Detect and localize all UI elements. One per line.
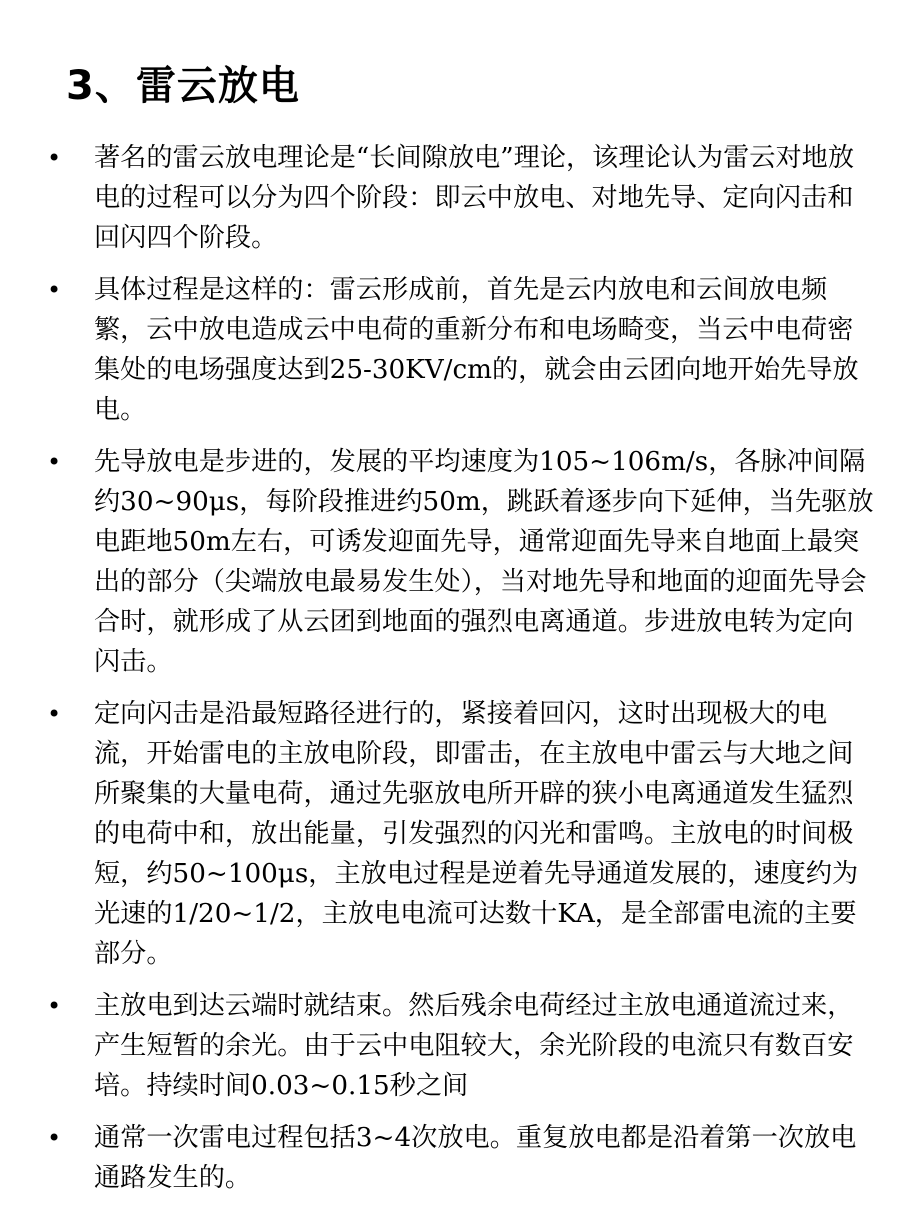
bullet-dot-icon: • [47,144,62,172]
list-item-text: 具体过程是这样的：雷云形成前，首先是云内放电和云间放电频繁，云中放电造成云中电荷的重新分布和电场畸变，当云中电荷密集处的电场强度达到25-30KV/cm的，就会由云团向地开始先导放电。 [94,275,859,425]
bullet-dot-icon: • [47,276,62,304]
bullet-dot-icon: • [47,700,62,728]
list-item-text: 通常一次雷电过程包括3~4次放电。重复放电都是沿着第一次放电通路发生的。 [94,1123,857,1193]
list-item [0,694,874,974]
page-title: 3、雷云放电 [66,63,300,109]
list-item [0,986,874,1106]
list-item [0,138,874,258]
list-item [0,442,874,682]
list-item-text: 主放电到达云端时就结束。然后残余电荷经过主放电通道流过来，产生短暂的余光。由于云中电阻较大，余光阶段的电流只有数百安培。持续时间0.03~0.15秒之间 [94,991,854,1101]
list-item-text: 定向闪击是沿最短路径进行的，紧接着回闪，这时出现极大的电流，开始雷电的主放电阶段，即雷击，在主放电中雷云与大地之间所聚集的大量电荷，通过先驱放电所开辟的狭小电离通道发生猛烈的电荷中和，放出能量，引发强烈的闪光和雷鸣。主放电的时间极短，约50~100μs，主放电过程是逆着先导通道发展的，速度约为光速的1/20~1/2，主放电电流可达数十KA，是全部雷电流的主要部分。 [94,699,859,969]
list-item-text: 著名的雷云放电理论是“长间隙放电”理论，该理论认为雷云对地放电的过程可以分为四个阶段：即云中放电、对地先导、定向闪击和回闪四个阶段。 [94,143,855,253]
bullet-list [0,138,920,1210]
bullet-dot-icon: • [47,448,62,476]
bullet-dot-icon: • [47,1124,62,1152]
list-item-text: 先导放电是步进的，发展的平均速度为105~106m/s，各脉冲间隔约30~90μs，每阶段推进约50m，跳跃着逐步向下延伸，当先驱放电距地50m左右，可诱发迎面先导，通常迎面先导来自地面上最突出的部分（尖端放电最易发生处），当对地先导和地面的迎面先导会合时，就形成了从云团到地面的强烈电离通道。步进放电转为定向闪击。 [94,447,874,677]
list-item [0,270,874,430]
list-item [0,1118,874,1198]
bullet-dot-icon: • [47,992,62,1020]
